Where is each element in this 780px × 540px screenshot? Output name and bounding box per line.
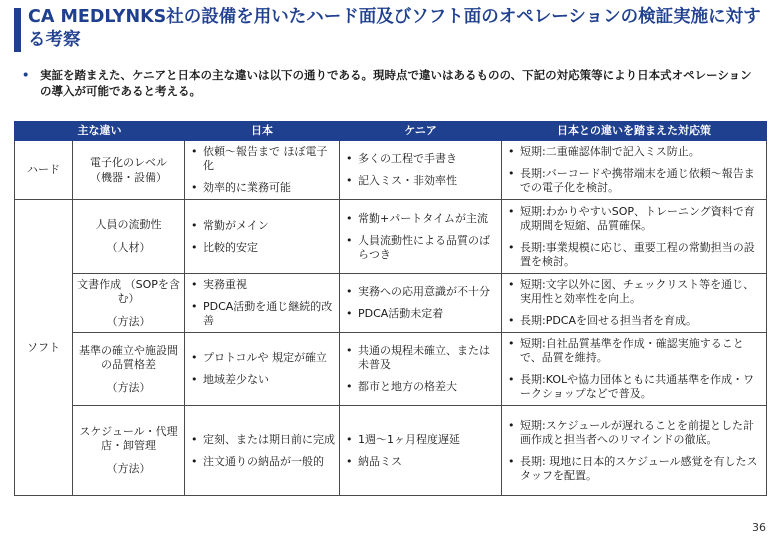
japan-point: • 注文通りの納品が一般的 [188,455,336,469]
japan-point: • 依頼～報告まで ほぼ電子化 [188,145,336,173]
item-cell [73,274,185,333]
kenya-point: • 常勤+パートタイムが主流 [343,212,498,226]
kenya-point: • 人員流動性による品質のばらつき [343,234,498,262]
measures-cell [502,333,767,406]
kenya-point: • 共通の規程未確立、または未普及 [343,344,498,372]
japan-point: • 効率的に業務可能 [188,181,336,195]
measure-point: • 短期:わかりやすいSOP、トレーニング資料で育成期間を短縮、品質確保。 [505,205,763,233]
header-measures: 日本との違いを踏まえた対応策 [502,122,767,141]
page-number: 36 [752,521,766,534]
kenya-point: • PDCA活動未定着 [343,307,498,321]
japan-cell [185,141,340,200]
measure-point: • 長期:PDCAを回せる担当者を育成。 [505,314,763,328]
japan-cell [185,406,340,496]
bullet-icon: • [22,68,30,82]
item-cell [73,141,185,200]
kenya-point: • 1週～1ヶ月程度遅延 [343,433,498,447]
item-cell [73,333,185,406]
japan-point: • 地域差少ない [188,373,336,387]
item-label: 人員の流動性 [95,218,162,231]
kenya-cell [340,200,502,274]
category-soft: ソフト [15,200,73,496]
item-cell [73,406,185,496]
item-sub: （方法） [106,314,151,328]
measures-cell [502,406,767,496]
measure-point: • 短期:文字以外に図、チェックリスト等を通じ、実用性と効率性を向上。 [505,278,763,306]
japan-point: • PDCA活動を通じ継続的改善 [188,300,336,328]
table-row [15,333,767,406]
measures-cell [502,274,767,333]
japan-point: • 実務重視 [188,278,336,292]
intro-text: 実証を踏まえた、ケニアと日本の主な違いは以下の通りである。現時点で違いはあるものの、下記の対応策等により日本式オペレーションの導入が可能であると考える。 [40,68,752,98]
table-row [15,200,767,274]
measure-point: • 短期:自社品質基準を作成・確認実施することで、品質を維持。 [505,337,763,365]
kenya-point: • 都市と地方の格差大 [343,380,498,394]
table-row [15,141,767,200]
item-label: 基準の確立や施設間の品質格差 [79,343,178,371]
japan-cell [185,333,340,406]
measure-point: • 短期:スケジュールが遅れることを前提とした計画作成と担当者へのリマインドの徹底。 [505,419,763,447]
table-row [15,406,767,496]
kenya-point: • 記入ミス・非効率性 [343,174,498,188]
kenya-point: • 納品ミス [343,455,498,469]
item-sub: （方法） [106,462,151,475]
item-label: 電子化のレベル [90,155,167,169]
measure-point: • 長期: 現地に日本的スケジュール感覚を有したスタッフを配置。 [505,455,763,483]
item-sub: （人材） [106,241,151,254]
measure-point: • 短期:二重確認体制で記入ミス防止。 [505,145,763,159]
page-title: CA MEDLYNKS社の設備を用いたハード面及びソフト面のオペレーションの検証実施に対する考察 [28,7,761,50]
item-sub: （機器・設備） [90,170,167,184]
japan-point: • 常勤がメイン [188,219,336,233]
item-sub: （方法） [106,380,151,394]
japan-cell [185,274,340,333]
kenya-point: • 多くの工程で手書き [343,152,498,166]
kenya-cell [340,406,502,496]
title-accent-bar [14,8,21,52]
measure-point: • 長期:バーコードや携帯端末を通じ依頼～報告までの電子化を検討。 [505,167,763,195]
item-cell [73,200,185,274]
item-label: スケジュール・代理店・卸管理 [79,425,178,452]
category-hard: ハード [15,141,73,200]
japan-point: • 比較的安定 [188,241,336,255]
intro-bullet [22,67,762,99]
table-header-row [15,122,767,141]
header-main-difference: 主な違い [15,122,185,141]
measures-cell [502,200,767,274]
japan-point: • 定刻、または期日前に完成 [188,433,336,447]
measures-cell [502,141,767,200]
kenya-cell [340,141,502,200]
kenya-point: • 実務への応用意識が不十分 [343,285,498,299]
japan-cell [185,200,340,274]
header-japan: 日本 [185,122,340,141]
measure-point: • 長期:KOLや協力団体ともに共通基準を作成・ワークショップなどで普及。 [505,373,763,401]
kenya-cell [340,333,502,406]
japan-point: • プロトコルや 規定が確立 [188,351,336,365]
comparison-table [14,121,767,496]
measure-point: • 長期:事業規模に応じ、重要工程の常勤担当の設置を検討。 [505,241,763,269]
table-row [15,274,767,333]
item-label: 文書作成 （SOPを含む） [77,277,180,305]
kenya-cell [340,274,502,333]
header-kenya: ケニア [340,122,502,141]
